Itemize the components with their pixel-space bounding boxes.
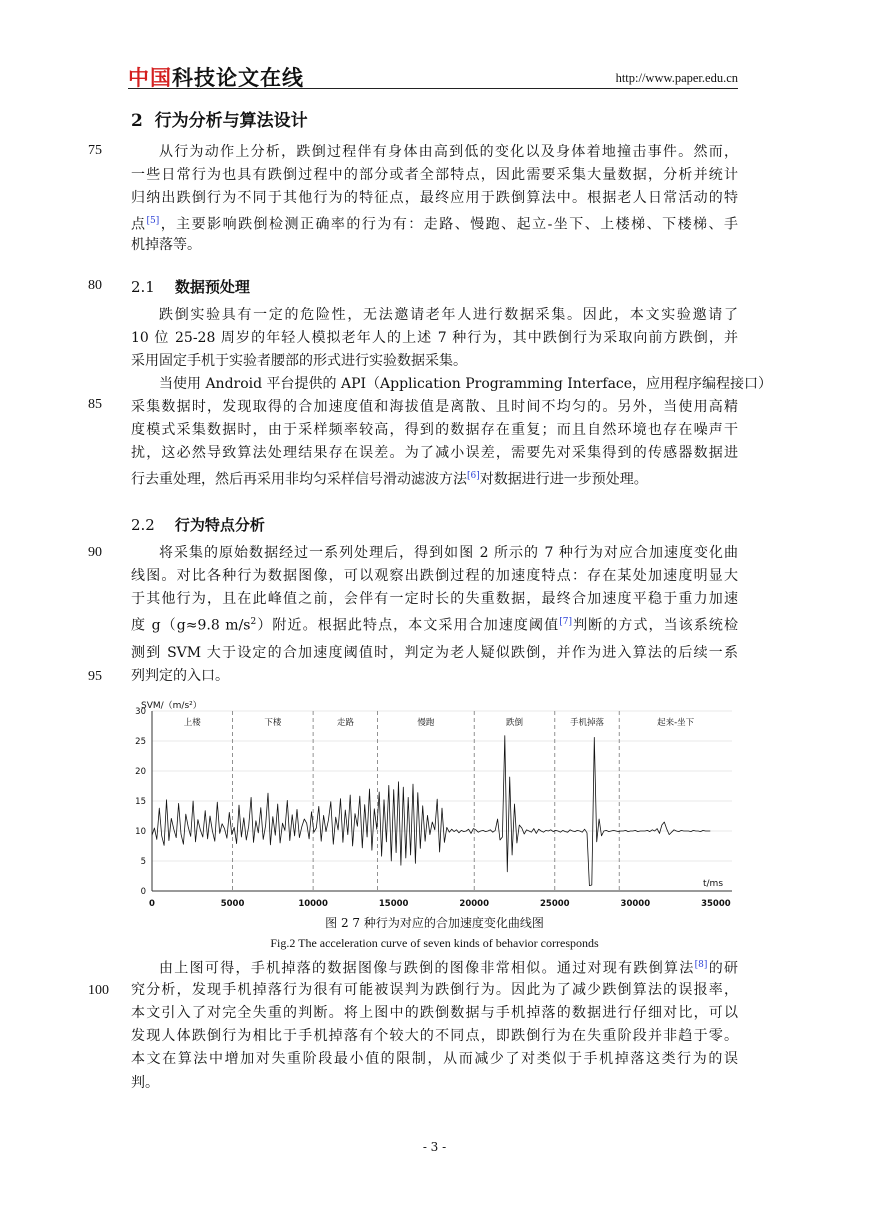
y-axis-label: SVM/（m/s²）	[141, 701, 202, 711]
intro-line: 归纳出跌倒行为不同于其他行为的特征点，最终应用于跌倒算法中。根据老人日常活动的特	[131, 190, 738, 206]
citation-ref[interactable]: [5]	[146, 216, 160, 226]
intro-line: 从行为动作上分析，跌倒过程伴有身体由高到低的变化以及身体着地撞击事件。然而，	[159, 144, 738, 160]
s22-line: 线图。对比各种行为数据图像，可以观察出跌倒过程的加速度特点：存在某处加速度明显大	[131, 568, 738, 584]
chart-series	[152, 736, 710, 886]
s21-line: 采集数据时，发现取得的合加速度值和海拔值是离散、且时间不均匀的。另外，当使用高精	[131, 399, 738, 415]
y-tick-label: 30	[135, 707, 146, 717]
s21-line: 行去重处理，然后再采用非均匀采样信号滑动滤波方法[6]对数据进行进一步预处理。	[131, 471, 648, 488]
line-number: 75	[88, 143, 102, 158]
x-axis-label: t/ms	[703, 879, 724, 889]
s22-line: 将采集的原始数据经过一系列处理后，得到如图 2 所示的 7 种行为对应合加速度变化曲	[159, 545, 738, 561]
figure-caption-cn: 图 2 7 种行为对应的合加速度变化曲线图	[325, 916, 544, 930]
subsection-heading-2-1: 2.1 数据预处理	[131, 278, 250, 296]
segment-label: 起来-坐下	[657, 718, 695, 728]
segment-label: 手机掉落	[569, 718, 605, 728]
line-number: 100	[88, 983, 109, 998]
y-tick-label: 20	[135, 767, 146, 777]
citation-ref[interactable]: [7]	[559, 617, 572, 627]
intro-line: 一些日常行为也具有跌倒过程中的部分或者全部特点，因此需要采集大量数据，分析并统计	[131, 167, 738, 183]
x-tick-label: 30000	[620, 899, 651, 909]
y-tick-label: 25	[135, 737, 146, 747]
x-tick-label: 20000	[459, 899, 490, 909]
chart-axes	[135, 707, 732, 909]
segment-label: 下楼	[264, 718, 282, 728]
subsection-heading-2-2: 2.2 行为特点分析	[131, 516, 265, 534]
s23-line: 究分析，发现手机掉落行为很有可能被误判为跌倒行为。因此为了减少跌倒算法的误报率，	[131, 982, 738, 998]
section-heading: 2 行为分析与算法设计	[131, 111, 308, 131]
s23-line: 判。	[131, 1075, 159, 1091]
x-tick-label: 25000	[539, 899, 570, 909]
segment-label: 上楼	[183, 718, 201, 728]
line-number: 90	[88, 545, 102, 560]
citation-ref[interactable]: [8]	[694, 960, 708, 970]
s22-line: 度 g（g≈9.8 $m/s^2$）附近。根据此特点，本文采用合加速度阈值[7]判断的方式，当该系统检	[131, 617, 739, 634]
svm-series-line	[152, 736, 710, 886]
s23-line: 本文引入了对完全失重的判断。将上图中的跌倒数据与手机掉落的数据进行仔细对比，可以	[131, 1005, 738, 1021]
intro-line: 点[5]，主要影响跌倒检测正确率的行为有：走路、慢跑、起立-坐下、上楼梯、下楼梯、手	[131, 216, 739, 233]
intro-line: 机掉落等。	[131, 237, 201, 253]
s22-line: 列判定的入口。	[131, 668, 229, 684]
line-number: 85	[88, 397, 102, 412]
x-tick-label: 35000	[701, 899, 731, 909]
s21-line: 跌倒实验具有一定的危险性，无法邀请老年人进行数据采集。因此，本文实验邀请了	[159, 307, 738, 323]
x-tick-label: 10000	[298, 899, 328, 909]
s21-line: 10 位 25-28 周岁的年轻人模拟老年人的上述 7 种行为，其中跌倒行为采取向前方跌倒，并	[131, 330, 738, 346]
s23-line: 本文在算法中增加对失重阶段最小值的限制，从而减少了对类似于手机掉落这类行为的误	[131, 1051, 738, 1067]
y-tick-label: 0	[140, 887, 146, 897]
x-tick-label: 15000	[378, 899, 409, 909]
figure-caption-en: Fig.2 The acceleration curve of seven kinds of behavior corresponds	[270, 936, 599, 950]
y-tick-label: 10	[135, 827, 146, 837]
s23-line: 由上图可得，手机掉落的数据图像与跌倒的图像非常相似。通过对现有跌倒算法[8]的研	[159, 960, 738, 977]
x-tick-label: 0	[149, 899, 155, 909]
line-number: 80	[88, 278, 102, 293]
segment-label: 慢跑	[417, 718, 435, 728]
header-rule	[128, 88, 738, 89]
page-number: - 3 -	[422, 1140, 447, 1154]
citation-ref[interactable]: [6]	[467, 471, 480, 481]
s22-line: 于其他行为，且在此峰值之前，会伴有一定时长的失重数据，最终合加速度平稳于重力加速	[131, 591, 738, 607]
s21-line: 当使用 Android 平台提供的 API（Application Programming Interface，应用程序编程接口）	[159, 376, 773, 392]
s22-line: 测到 SVM 大于设定的合加速度阈值时，判定为老人疑似跌倒，并作为进入算法的后续一系	[131, 645, 738, 661]
s23-line: 发现人体跌倒行为相比于手机掉落有个较大的不同点，即跌倒行为在失重阶段并非趋于零。	[131, 1028, 738, 1044]
y-tick-label: 5	[140, 857, 146, 867]
y-tick-label: 15	[135, 797, 146, 807]
s21-line: 度模式采集数据时，由于采样频率较高，得到的数据存在重复；而且自然环境也存在噪声干	[131, 422, 738, 438]
segment-label: 走路	[336, 718, 354, 728]
s21-line: 采用固定手机于实验者腰部的形式进行实验数据采集。	[131, 353, 467, 369]
site-logo: 中国科技论文在线	[128, 66, 304, 90]
acceleration-chart	[120, 700, 740, 910]
x-tick-label: 5000	[220, 899, 245, 909]
line-number: 95	[88, 669, 102, 684]
s21-line: 扰，这必然导致算法处理结果存在误差。为了减小误差，需要先对采集得到的传感器数据进	[131, 445, 738, 461]
chart-grid	[152, 711, 732, 891]
segment-label: 跌倒	[505, 718, 524, 728]
header-url[interactable]: http://www.paper.edu.cn	[615, 71, 738, 85]
